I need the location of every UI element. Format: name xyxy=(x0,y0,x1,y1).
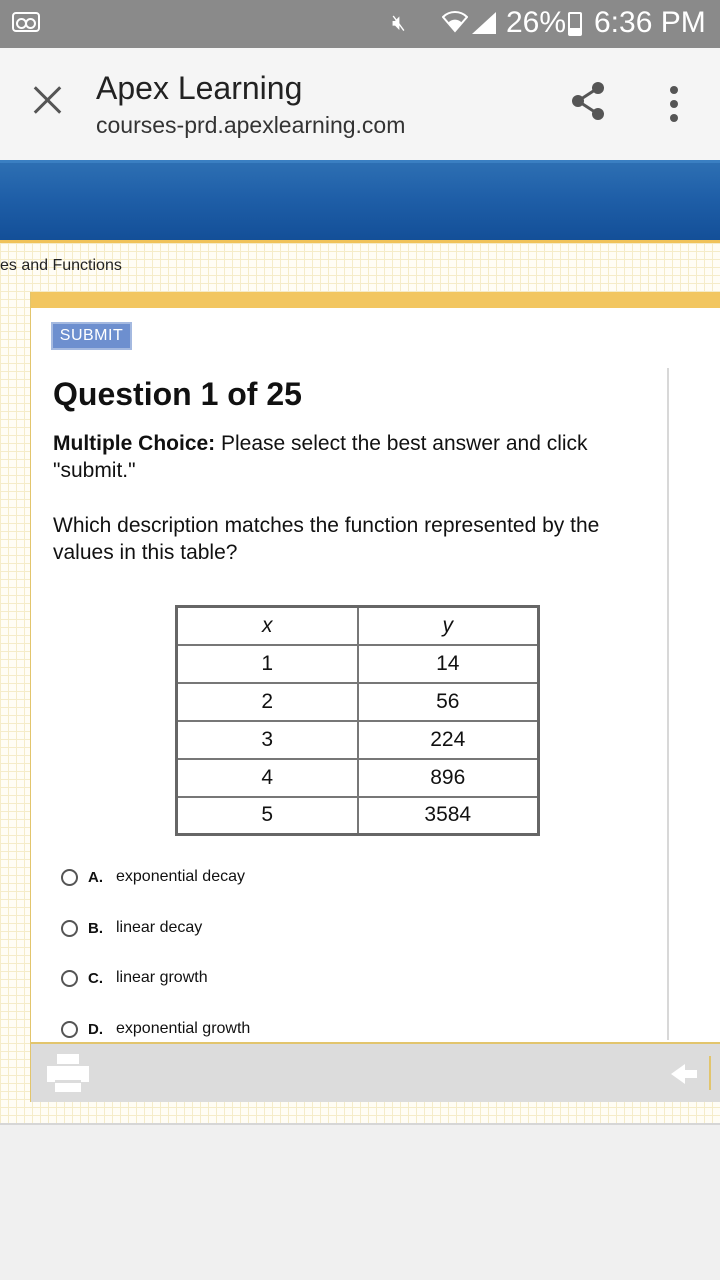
table-cell: 14 xyxy=(358,645,539,683)
question-title: Question 1 of 25 xyxy=(53,376,302,412)
column-header-x: x xyxy=(177,607,358,645)
breadcrumb: es and Functions xyxy=(0,257,122,274)
values-table xyxy=(175,605,540,836)
radio-button[interactable] xyxy=(61,869,78,886)
card-top-bar xyxy=(31,292,720,308)
signal-icon xyxy=(472,12,496,34)
option-letter: A. xyxy=(88,868,103,886)
table-row xyxy=(177,759,539,797)
voicemail-icon xyxy=(12,12,40,32)
site-banner xyxy=(0,160,720,240)
option-text: linear growth xyxy=(116,969,208,986)
table-cell: 224 xyxy=(358,721,539,759)
option-text: linear decay xyxy=(116,919,203,936)
browser-header xyxy=(0,48,720,160)
printer-icon[interactable] xyxy=(47,1054,89,1092)
vertical-divider xyxy=(667,368,669,1040)
more-vert-icon[interactable] xyxy=(664,86,684,126)
page-url: courses-prd.apexlearning.com xyxy=(96,112,406,138)
submit-button[interactable]: SUBMIT xyxy=(51,322,132,350)
question-card xyxy=(30,292,720,1102)
answer-option-b[interactable] xyxy=(61,914,202,942)
battery-icon xyxy=(568,12,582,36)
battery-percent: 26% xyxy=(506,6,567,39)
table-cell: 5 xyxy=(177,797,358,835)
table-cell: 2 xyxy=(177,683,358,721)
page-title: Apex Learning xyxy=(96,70,303,106)
option-letter: D. xyxy=(88,1020,103,1038)
radio-button[interactable] xyxy=(61,1021,78,1038)
instruction-label: Multiple Choice: xyxy=(53,432,216,455)
table-row xyxy=(177,721,539,759)
card-footer xyxy=(31,1042,720,1102)
clock: 6:36 PM xyxy=(594,6,706,39)
table-row xyxy=(177,797,539,835)
column-header-y: y xyxy=(358,607,539,645)
answer-option-a[interactable] xyxy=(61,863,245,891)
table-cell: 1 xyxy=(177,645,358,683)
answer-option-d[interactable] xyxy=(61,1015,250,1043)
radio-button[interactable] xyxy=(61,920,78,937)
question-prompt: Which description matches the function represented by the values in this table? xyxy=(53,514,600,564)
table-row xyxy=(177,683,539,721)
wifi-icon xyxy=(442,9,468,39)
table-cell: 56 xyxy=(358,683,539,721)
answer-option-c[interactable] xyxy=(61,964,208,992)
table-row xyxy=(177,645,539,683)
table-header-row xyxy=(177,607,539,645)
radio-button[interactable] xyxy=(61,970,78,987)
option-text: exponential growth xyxy=(116,1020,251,1037)
option-text: exponential decay xyxy=(116,868,245,885)
back-arrow-icon[interactable] xyxy=(671,1064,699,1084)
instructions xyxy=(53,430,653,484)
footer-divider xyxy=(709,1056,711,1090)
close-icon[interactable] xyxy=(30,82,66,118)
mute-icon: 🔇︎ xyxy=(392,10,406,35)
status-bar xyxy=(0,0,720,48)
option-letter: C. xyxy=(88,969,103,987)
instruction-text: Please select the best answer and click "submit." xyxy=(53,432,588,482)
table-cell: 896 xyxy=(358,759,539,797)
share-icon[interactable] xyxy=(568,80,610,122)
page-content xyxy=(0,243,720,1123)
page-bottom-rule xyxy=(0,1123,720,1125)
table-cell: 3 xyxy=(177,721,358,759)
table-cell: 3584 xyxy=(358,797,539,835)
option-letter: B. xyxy=(88,919,103,937)
table-cell: 4 xyxy=(177,759,358,797)
